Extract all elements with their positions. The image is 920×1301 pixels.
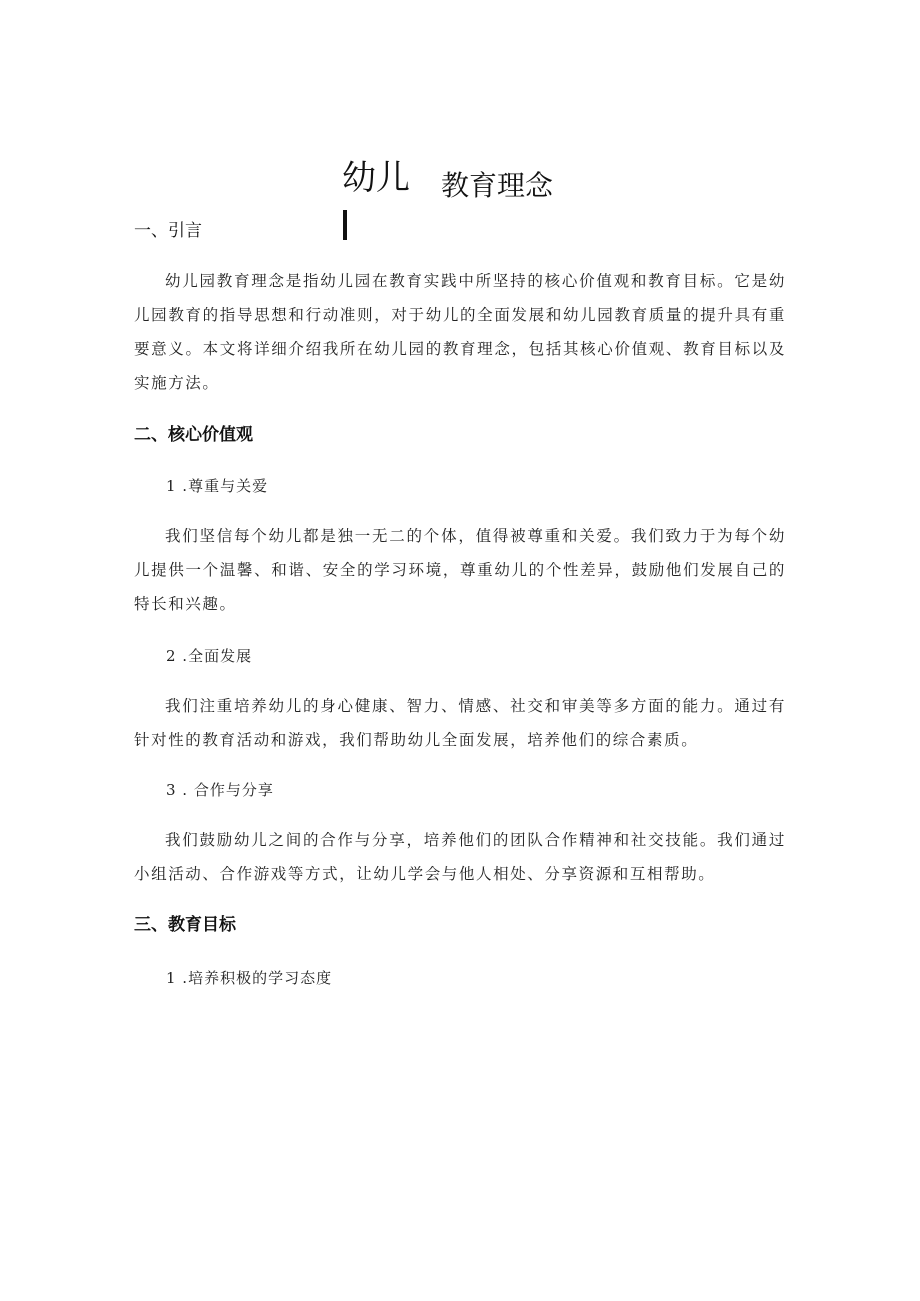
section-heading-core-values: 二、核心价值观 — [134, 425, 253, 445]
paragraph-cooperation-and-sharing: 我们鼓励幼儿之间的合作与分享，培养他们的团队合作精神和社交技能。我们通过小组活动、合作游戏等方式，让幼儿学会与他人相处、分享资源和互相帮助。 — [134, 831, 786, 883]
subheading-holistic-development: 2 .全面发展 — [166, 647, 253, 665]
paragraph-respect-and-care: 我们坚信每个幼儿都是独一无二的个体，值得被尊重和关爱。我们致力于为每个幼儿提供一个温馨、和谐、安全的学习环境，尊重幼儿的个性差异，鼓励他们发展自己的特长和兴趣。 — [134, 527, 786, 613]
subheading-cooperation-and-sharing: 3 . 合作与分享 — [166, 781, 274, 799]
subheading-respect-and-care: 1 .尊重与关爱 — [166, 477, 269, 495]
paragraph-holistic-development: 我们注重培养幼儿的身心健康、智力、情感、社交和审美等多方面的能力。通过有针对性的教育活动和游戏，我们帮助幼儿全面发展，培养他们的综合素质。 — [134, 697, 786, 749]
section-heading-education-goals: 三、教育目标 — [134, 915, 236, 935]
section-heading-introduction: 一、引言 — [134, 221, 202, 241]
text-cursor — [343, 210, 347, 240]
paragraph-introduction: 幼儿园教育理念是指幼儿园在教育实践中所坚持的核心价值观和教育目标。它是幼儿园教育的指导思想和行动准则，对于幼儿的全面发展和幼儿园教育质量的提升具有重要意义。本文将详细介绍我所在幼儿园的教育理念，包括其核心价值观、教育目标以及实施方法。 — [134, 272, 786, 392]
document-title-part-1: 幼儿 — [342, 158, 410, 198]
subheading-positive-learning-attitude: 1 .培养积极的学习态度 — [166, 969, 333, 987]
document-title-part-2: 教育理念 — [441, 169, 554, 202]
